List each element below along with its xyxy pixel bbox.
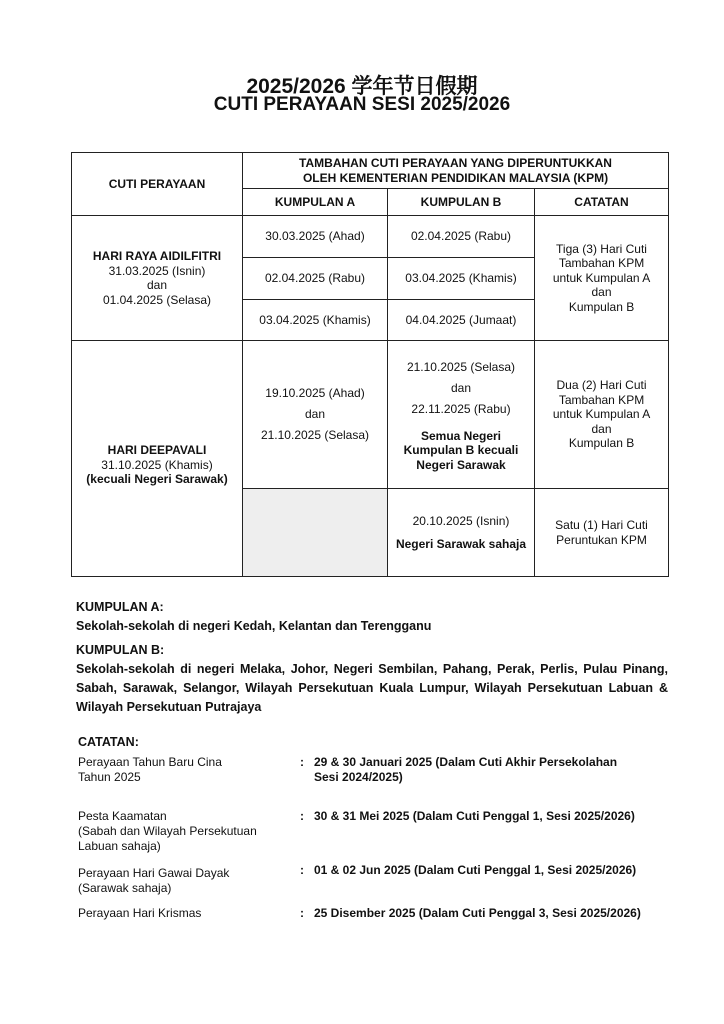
header-kpm-allocation: TAMBAHAN CUTI PERAYAAN YANG DIPERUNTUKKAN OLEH KEMENTERIAN PENDIDIKAN MALAYSIA (KPM) xyxy=(243,153,669,189)
aidilfitri-a-2: 02.04.2025 (Rabu) xyxy=(243,258,388,300)
kumpulan-b-text: Sekolah-sekolah di negeri Melaka, Johor, Negeri Sembilan, Pahang, Perak, Perlis, Pulau Pinang, Sabah, Sarawak, Selangor, Wilayah Persekutuan Kuala Lumpur, Wilayah Persekutuan Labuan & Wilayah Persekutuan Putrajaya xyxy=(76,662,668,714)
holiday-table xyxy=(71,152,669,577)
deepavali-b: 21.10.2025 (Selasa) dan 22.11.2025 (Rabu) Semua Negeri Kumpulan B kecuali Negeri Sarawak xyxy=(388,341,535,489)
deepavali-sarawak-note: Satu (1) Hari Cuti Peruntukan KPM xyxy=(535,489,669,577)
deepavali-b-sarawak: 20.10.2025 (Isnin) Negeri Sarawak sahaja xyxy=(388,489,535,577)
table-header-row xyxy=(72,153,669,189)
note-label: Perayaan Hari Krismas xyxy=(78,906,202,920)
aidilfitri-a-1: 30.03.2025 (Ahad) xyxy=(243,216,388,258)
note-value: 29 & 30 Januari 2025 (Dalam Cuti Akhir Persekolahan Sesi 2024/2025) xyxy=(314,755,618,784)
note-colon: : xyxy=(300,809,304,823)
header-festival: CUTI PERAYAAN xyxy=(72,153,243,216)
aidilfitri-b-3: 04.04.2025 (Jumaat) xyxy=(388,300,535,341)
aidilfitri-note: Tiga (3) Hari Cuti Tambahan KPM untuk Kumpulan A dan Kumpulan B xyxy=(535,216,669,341)
kumpulan-b-section xyxy=(76,641,668,717)
table-row xyxy=(72,216,669,258)
page-title: 2025/2026 学年节日假期 xyxy=(246,75,478,98)
kumpulan-a-text: Sekolah-sekolah di negeri Kedah, Kelantan dan Terengganu xyxy=(76,619,432,633)
note-colon: : xyxy=(300,906,304,920)
header-catatan: CATATAN xyxy=(535,189,669,216)
note-label: Perayaan Tahun Baru Cina Tahun 2025 xyxy=(78,755,222,784)
catatan-section xyxy=(78,735,668,920)
note-colon: : xyxy=(300,755,304,769)
aidilfitri-b-1: 02.04.2025 (Rabu) xyxy=(388,216,535,258)
header-kumpulan-b: KUMPULAN B xyxy=(388,189,535,216)
deepavali-a-empty xyxy=(243,489,388,577)
header-kumpulan-a: KUMPULAN A xyxy=(243,189,388,216)
catatan-heading: CATATAN: xyxy=(78,735,139,749)
festival-deepavali: HARI DEEPAVALI 31.10.2025 (Khamis) (kecuali Negeri Sarawak) xyxy=(72,341,243,577)
table-row xyxy=(72,341,669,489)
page-subtitle: CUTI PERAYAAN SESI 2025/2026 xyxy=(213,94,511,115)
note-colon: : xyxy=(300,863,304,877)
deepavali-note: Dua (2) Hari Cuti Tambahan KPM untuk Kumpulan A dan Kumpulan B xyxy=(535,341,669,489)
note-value: 01 & 02 Jun 2025 (Dalam Cuti Penggal 1, Sesi 2025/2026) xyxy=(314,863,637,877)
aidilfitri-a-3: 03.04.2025 (Khamis) xyxy=(243,300,388,341)
festival-aidilfitri: HARI RAYA AIDILFITRI 31.03.2025 (Isnin) dan 01.04.2025 (Selasa) xyxy=(72,216,243,341)
deepavali-a: 19.10.2025 (Ahad) dan 21.10.2025 (Selasa) xyxy=(243,341,388,489)
kumpulan-a-heading: KUMPULAN A: xyxy=(76,600,164,614)
aidilfitri-b-2: 03.04.2025 (Khamis) xyxy=(388,258,535,300)
note-value: 30 & 31 Mei 2025 (Dalam Cuti Penggal 1, Sesi 2025/2026) xyxy=(314,809,635,823)
note-value: 25 Disember 2025 (Dalam Cuti Penggal 3, Sesi 2025/2026) xyxy=(314,906,641,920)
kumpulan-a-section xyxy=(76,598,668,636)
note-label: Pesta Kaamatan (Sabah dan Wilayah Persekutuan Labuan sahaja) xyxy=(78,809,257,853)
note-label: Perayaan Hari Gawai Dayak (Sarawak sahaja) xyxy=(78,866,230,895)
kumpulan-b-heading: KUMPULAN B: xyxy=(76,643,165,657)
